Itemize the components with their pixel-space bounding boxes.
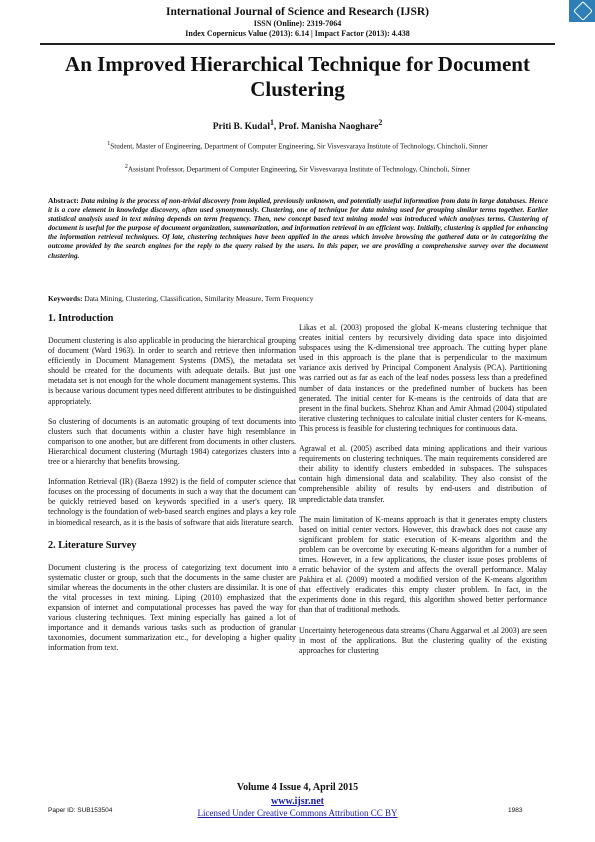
keywords-text: Data Mining, Clustering, Classification, Similarity Measure, Term Frequency: [84, 294, 314, 303]
journal-index: Index Copernicus Value (2013): 6.14 | Impact Factor (2013): 4.438: [185, 28, 410, 38]
affiliation-2: [40, 163, 555, 174]
author-separator: ,: [273, 122, 279, 133]
header-divider: [40, 43, 555, 45]
affiliation-2-text: Assistant Professor, Department of Computer Engineering, Sir Visvesvaraya Institute of Technology, Chincholi, Sinner: [127, 165, 471, 174]
author-2: Prof. Manisha Naoghare: [278, 122, 379, 133]
paragraph: Likas et al. (2003) proposed the global K-means clustering technique that creates initial centers by recursively dividing data space into disjointed subspaces using the K-dimensional tree approach. The cutting hyper plane used in this approach is the plane that is perpendicular to the maximum variance axis derived by Principal Component Analysis (PCA). Partitioning was carried out as far as each of the leaf nodes possess less than a predefined number of data instances or the predefined number of buckets has been generated. The initial center for K-means is the centroids of data that are present in the final buckets. Shehroz Khan and Amir Ahmad (2004) stipulated iterative clustering techniques to calculate initial cluster centers for K-means. This process is feasible for clustering techniques for continuous data.: [299, 323, 547, 433]
author-2-sup: 2: [378, 118, 383, 127]
paragraph: The main limitation of K-means approach is that it generates empty clusters based on initial center vectors. However, this drawback does not cause any significant problem for static execution of K-means algorithm and the problem can be overcome by executing K-means algorithm for a number of times. However, in a few applications, the cluster issue poses problems of erratic behavior of the system and affects the overall performance. Malay Pakhira et al. (2009) mooted a modified version of the K-means algorithm that effectively eradicates this empty cluster problem. In fact, in the experiments done in this regard, this algorithm showed better performance than that of traditional methods.: [299, 514, 547, 615]
paper-title: An Improved Hierarchical Technique for Document Clustering: [65, 52, 530, 101]
affiliation-1-text: Student, Master of Engineering, Department of Computer Engineering, Sir Visvesvaraya Institute of Technology, Chincholi, Sinner: [110, 142, 488, 151]
paragraph: Document clustering is also applicable in producing the hierarchical grouping of document (Ward 1963). In order to search and retrieve then information efficiently in Document Management Systems (DMS), the metadata set should be created for the documents with adequate details. But just one metadata set is not enough for the whole document management systems. This is because various document types need different attributes to be distinguished appropriately.: [48, 336, 296, 406]
journal-issn: ISSN (Online): 2319-7064: [253, 19, 342, 28]
keywords: [48, 294, 548, 303]
footer-volume: Volume 4 Issue 4, April 2015: [236, 782, 359, 793]
corner-tab-icon: [569, 0, 595, 22]
right-column: [299, 323, 547, 666]
paragraph: Agrawal et al. (2005) ascribed data mining applications and their various requirements on clustering techniques. The main requirements considered are their ability to identify clusters embedded in subspaces. The subspaces contain high dimensional data and scalability. They also consist of the comprehensible ability of results by end-users and distribution of unpredictable data transfer.: [299, 444, 547, 504]
footer-license-link[interactable]: Licensed Under Creative Commons Attribution CC BY: [197, 808, 398, 818]
paragraph: So clustering of documents is an automatic grouping of text documents into clusters such that documents within a cluster have high resemblance in comparison to one another, but are different from documents in other clusters. Hierarchical document clustering (Murtagh 1984) categorizes clusters into a tree or a hierarchy that benefits browsing.: [48, 416, 296, 467]
section-heading-introduction: 1. Introduction: [48, 313, 114, 324]
paragraph: Information Retrieval (IR) (Baeza 1992) is the field of computer science that focuses on the processing of documents in such a way that the document can be quickly retrieved based on keywords specified in a user's query. IR technology is the foundation of web-based search engines and plays a key role in biomedical research, as it is the basis of software that aids literature search.: [48, 477, 296, 527]
affiliation-1-sup: 1: [107, 141, 111, 147]
keywords-label: Keywords:: [48, 294, 83, 303]
left-column: [48, 313, 296, 663]
paragraph: Uncertainty heterogeneous data streams (Charu Aggarwal et .al 2003) are seen in most of the applications. But the clustering quality of the existing approaches for clustering: [299, 625, 547, 655]
abstract: [48, 196, 548, 261]
affiliation-2-sup: 2: [124, 164, 128, 170]
author-line: [40, 118, 555, 132]
journal-name: International Journal of Science and Research (IJSR): [165, 6, 429, 18]
affiliation-1: [40, 140, 555, 151]
footer-website-link[interactable]: www.ijsr.net: [271, 796, 324, 807]
paragraph: Document clustering is the process of categorizing text document into a systematic cluster or group, such that the documents in the same cluster are similar whereas the documents in the other clusters are dissimilar. It is one of the vital processes in text mining. Liping (2010) emphasized that the expansion of internet and computational processes has paved the way for various clustering techniques. Text mining especially has gained a lot of importance and it demands various tasks such as production of granular taxonomies, document summarization etc., for developing a higher quality information from text.: [48, 562, 296, 653]
footer-paper-id: Paper ID: SUB153504: [48, 807, 113, 814]
section-heading-literature-survey: 2. Literature Survey: [48, 539, 137, 551]
journal-header: [0, 6, 595, 38]
abstract-text: Data mining is the process of non-trivial discovery from implied, previously unknown, and potentially useful information from data in large databases. Hence it is a core element in knowledge discovery, often used synonymously. Clustering, one of technique for data mining used for grouping similar terms together. Earlier statistical analysis used in text mining depends on term frequency. Then, new concept based text mining model was introduced which analyses terms. Clustering of document is useful for the purpose of document organization, summarization, and information retrieval in an efficient way. Initially, clustering is applied for enhancing the information retrieval techniques. Of late, clustering techniques have been applied in the areas which involve browsing the gathered data or in categorizing the outcome provided by the search engines for the reply to the query raised by the users. In this paper, we are providing a comprehensive survey over the document clustering.: [48, 197, 549, 260]
author-1: Priti B. Kudal: [212, 122, 270, 133]
abstract-label: Abstract:: [48, 196, 79, 205]
author-1-sup: 1: [269, 118, 274, 127]
footer-page-number: 1983: [508, 807, 523, 814]
